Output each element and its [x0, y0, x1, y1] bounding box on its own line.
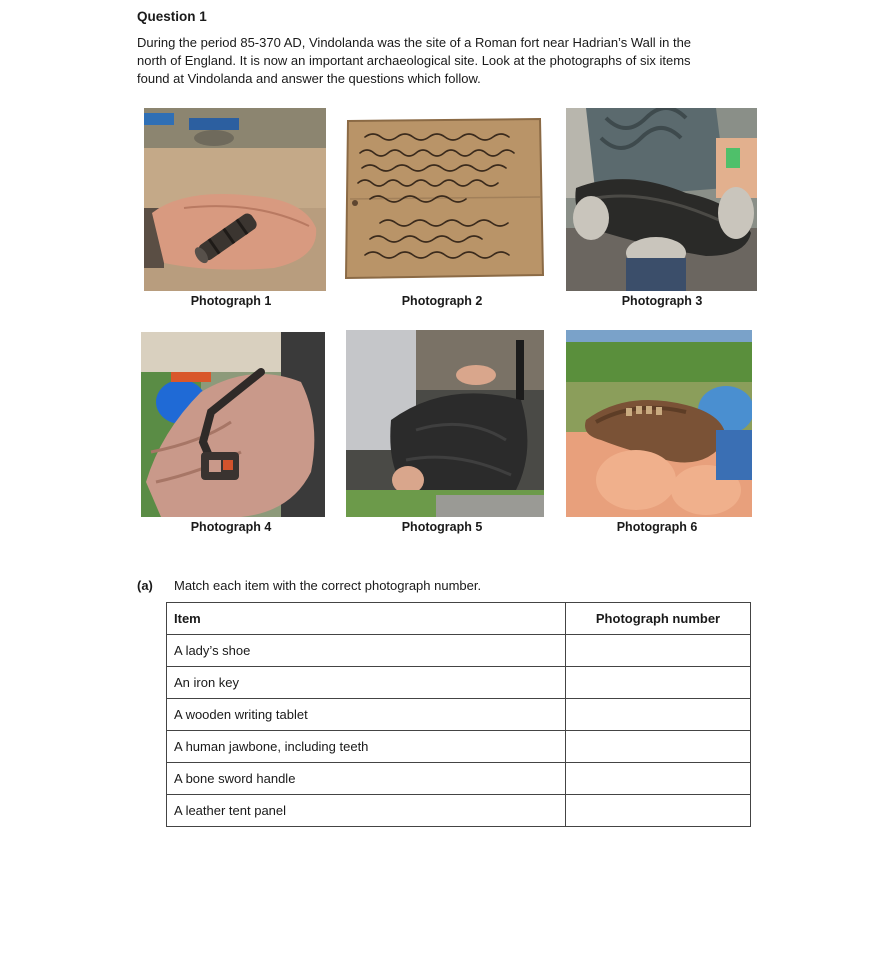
intro-line: north of England. It is now an important archaeological site. Look at the photographs of six items	[137, 53, 691, 68]
column-header-photograph-number: Photograph number	[566, 603, 751, 635]
table-header-row	[167, 603, 751, 635]
table-row	[167, 635, 751, 667]
photo-caption: Photograph 4	[190, 520, 272, 534]
photo-caption: Photograph 6	[616, 520, 698, 534]
answer-cell[interactable]	[566, 667, 751, 699]
question-title: Question 1	[137, 9, 207, 24]
photograph-4	[141, 332, 325, 517]
table-row	[167, 699, 751, 731]
photograph-2	[340, 115, 545, 283]
intro-line: found at Vindolanda and answer the questions which follow.	[137, 71, 481, 86]
item-cell: A leather tent panel	[167, 795, 566, 827]
item-cell: An iron key	[167, 667, 566, 699]
table-row	[167, 763, 751, 795]
photograph-6	[566, 330, 752, 517]
photo-caption: Photograph 3	[621, 294, 703, 308]
item-cell: A bone sword handle	[167, 763, 566, 795]
photo-caption: Photograph 2	[401, 294, 483, 308]
table-row	[167, 795, 751, 827]
matching-table	[166, 602, 751, 827]
part-a-instruction: Match each item with the correct photograph number.	[174, 578, 482, 593]
answer-cell[interactable]	[566, 795, 751, 827]
item-cell: A human jawbone, including teeth	[167, 731, 566, 763]
photo-caption: Photograph 1	[190, 294, 272, 308]
question-intro	[137, 34, 777, 88]
photograph-3	[566, 108, 757, 291]
part-a-label: (a)	[137, 578, 153, 593]
answer-cell[interactable]	[566, 635, 751, 667]
photograph-5	[346, 330, 544, 517]
intro-line: During the period 85-370 AD, Vindolanda was the site of a Roman fort near Hadrian’s Wall in the	[137, 35, 692, 50]
item-cell: A wooden writing tablet	[167, 699, 566, 731]
column-header-item: Item	[167, 603, 566, 635]
item-cell: A lady’s shoe	[167, 635, 566, 667]
answer-cell[interactable]	[566, 699, 751, 731]
photo-caption: Photograph 5	[401, 520, 483, 534]
table-row	[167, 731, 751, 763]
answer-cell[interactable]	[566, 763, 751, 795]
photograph-1	[144, 108, 326, 291]
table-row	[167, 667, 751, 699]
answer-cell[interactable]	[566, 731, 751, 763]
